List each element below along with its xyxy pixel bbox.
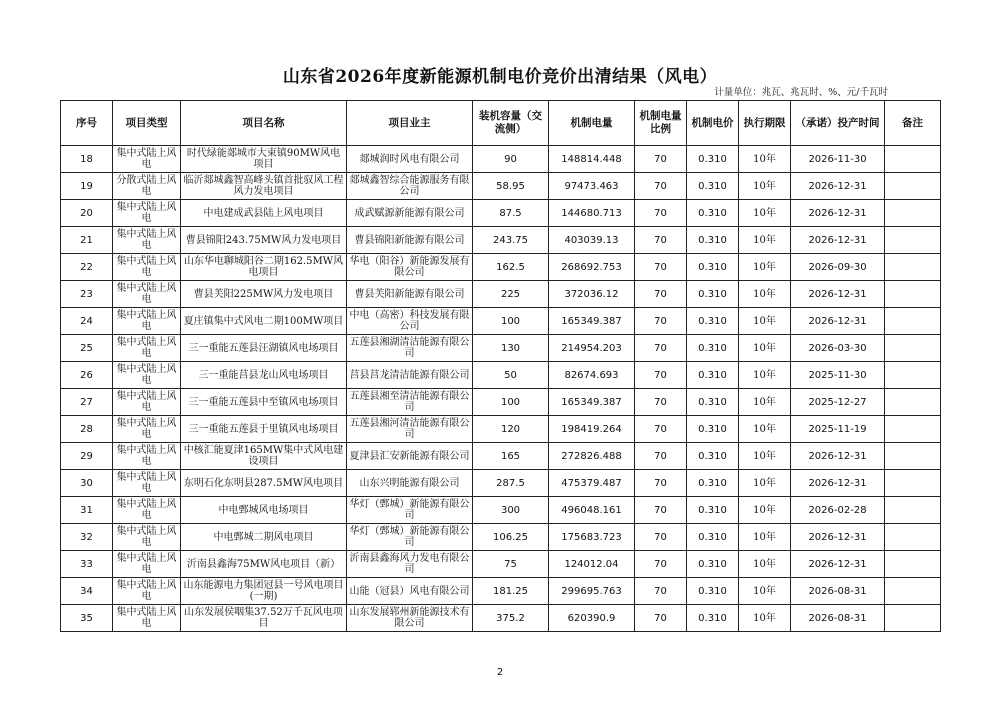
cell-no: 22 bbox=[61, 254, 113, 281]
table-row bbox=[61, 200, 941, 227]
cell-no: 35 bbox=[61, 605, 113, 632]
table-row bbox=[61, 227, 941, 254]
table-row bbox=[61, 173, 941, 200]
cell-capacity: 75 bbox=[473, 551, 549, 578]
cell-term: 10年 bbox=[739, 254, 791, 281]
header-price: 机制电价 bbox=[687, 101, 739, 146]
cell-owner: 华灯（鄄城）新能源有限公司 bbox=[347, 524, 473, 551]
cell-energy: 299695.763 bbox=[549, 578, 635, 605]
table-row bbox=[61, 605, 941, 632]
cell-note bbox=[885, 389, 941, 416]
cell-ratio: 70 bbox=[635, 173, 687, 200]
cell-capacity: 106.25 bbox=[473, 524, 549, 551]
cell-name: 中电鄄城风电场项目 bbox=[181, 497, 347, 524]
cell-term: 10年 bbox=[739, 470, 791, 497]
header-type: 项目类型 bbox=[113, 101, 181, 146]
cell-ratio: 70 bbox=[635, 551, 687, 578]
table-row bbox=[61, 497, 941, 524]
cell-type: 集中式陆上风电 bbox=[113, 524, 181, 551]
cell-note bbox=[885, 578, 941, 605]
cell-name: 东明石化东明县287.5MW风电项目 bbox=[181, 470, 347, 497]
cell-name: 三一重能五莲县汪湖镇风电场项目 bbox=[181, 335, 347, 362]
cell-date: 2026-12-31 bbox=[791, 470, 885, 497]
cell-name: 中电建成武县陆上风电项目 bbox=[181, 200, 347, 227]
cell-name: 中核汇能夏津165MW集中式风电建设项目 bbox=[181, 443, 347, 470]
cell-type: 集中式陆上风电 bbox=[113, 497, 181, 524]
cell-type: 集中式陆上风电 bbox=[113, 389, 181, 416]
cell-name: 沂南县鑫海75MW风电项目（新） bbox=[181, 551, 347, 578]
table-row bbox=[61, 254, 941, 281]
cell-note bbox=[885, 524, 941, 551]
cell-note bbox=[885, 254, 941, 281]
cell-note bbox=[885, 146, 941, 173]
cell-date: 2026-12-31 bbox=[791, 281, 885, 308]
cell-no: 26 bbox=[61, 362, 113, 389]
cell-ratio: 70 bbox=[635, 524, 687, 551]
header-ratio: 机制电量比例 bbox=[635, 101, 687, 146]
cell-owner: 五莲县湘湖清洁能源有限公司 bbox=[347, 335, 473, 362]
cell-term: 10年 bbox=[739, 605, 791, 632]
cell-note bbox=[885, 362, 941, 389]
cell-capacity: 225 bbox=[473, 281, 549, 308]
cell-term: 10年 bbox=[739, 308, 791, 335]
cell-capacity: 287.5 bbox=[473, 470, 549, 497]
cell-note bbox=[885, 551, 941, 578]
cell-name: 山东华电聊城阳谷二期162.5MW风电项目 bbox=[181, 254, 347, 281]
cell-owner: 曹县芙阳新能源有限公司 bbox=[347, 281, 473, 308]
cell-name: 临沂郯城鑫智高峰头镇首批驭风工程风力发电项目 bbox=[181, 173, 347, 200]
cell-energy: 403039.13 bbox=[549, 227, 635, 254]
cell-ratio: 70 bbox=[635, 362, 687, 389]
cell-name: 山东能源电力集团冠县一号风电项目(一期) bbox=[181, 578, 347, 605]
cell-note bbox=[885, 605, 941, 632]
table-row bbox=[61, 146, 941, 173]
cell-type: 集中式陆上风电 bbox=[113, 335, 181, 362]
cell-note bbox=[885, 173, 941, 200]
cell-type: 集中式陆上风电 bbox=[113, 146, 181, 173]
cell-capacity: 100 bbox=[473, 389, 549, 416]
cell-owner: 成武赋源新能源有限公司 bbox=[347, 200, 473, 227]
cell-energy: 144680.713 bbox=[549, 200, 635, 227]
cell-date: 2026-12-31 bbox=[791, 443, 885, 470]
cell-capacity: 87.5 bbox=[473, 200, 549, 227]
cell-price: 0.310 bbox=[687, 416, 739, 443]
table-row bbox=[61, 335, 941, 362]
table-header-row bbox=[61, 101, 941, 146]
cell-price: 0.310 bbox=[687, 173, 739, 200]
cell-term: 10年 bbox=[739, 389, 791, 416]
cell-no: 28 bbox=[61, 416, 113, 443]
cell-capacity: 162.5 bbox=[473, 254, 549, 281]
cell-note bbox=[885, 443, 941, 470]
cell-date: 2026-12-31 bbox=[791, 524, 885, 551]
cell-ratio: 70 bbox=[635, 578, 687, 605]
cell-price: 0.310 bbox=[687, 443, 739, 470]
cell-date: 2026-12-31 bbox=[791, 551, 885, 578]
cell-note bbox=[885, 335, 941, 362]
cell-no: 27 bbox=[61, 389, 113, 416]
cell-no: 23 bbox=[61, 281, 113, 308]
cell-owner: 五莲县湘河清洁能源有限公司 bbox=[347, 416, 473, 443]
results-table bbox=[60, 100, 941, 632]
cell-date: 2026-12-31 bbox=[791, 200, 885, 227]
table-row bbox=[61, 578, 941, 605]
cell-term: 10年 bbox=[739, 173, 791, 200]
cell-term: 10年 bbox=[739, 200, 791, 227]
cell-date: 2025-11-30 bbox=[791, 362, 885, 389]
cell-note bbox=[885, 200, 941, 227]
cell-name: 曹县锦阳243.75MW风力发电项目 bbox=[181, 227, 347, 254]
cell-no: 30 bbox=[61, 470, 113, 497]
cell-owner: 莒县莒龙清洁能源有限公司 bbox=[347, 362, 473, 389]
cell-name: 时代绿能郯城市大束镇90MW风电项目 bbox=[181, 146, 347, 173]
cell-type: 集中式陆上风电 bbox=[113, 470, 181, 497]
cell-owner: 山能（冠县）风电有限公司 bbox=[347, 578, 473, 605]
cell-name: 三一重能五莲县于里镇风电场项目 bbox=[181, 416, 347, 443]
cell-name: 中电鄄城二期风电项目 bbox=[181, 524, 347, 551]
header-owner: 项目业主 bbox=[347, 101, 473, 146]
cell-energy: 175683.723 bbox=[549, 524, 635, 551]
cell-date: 2026-02-28 bbox=[791, 497, 885, 524]
header-energy: 机制电量 bbox=[549, 101, 635, 146]
cell-energy: 620390.9 bbox=[549, 605, 635, 632]
table-row bbox=[61, 524, 941, 551]
cell-owner: 华电（阳谷）新能源发展有限公司 bbox=[347, 254, 473, 281]
cell-term: 10年 bbox=[739, 335, 791, 362]
cell-name: 三一重能莒县龙山风电场项目 bbox=[181, 362, 347, 389]
cell-no: 34 bbox=[61, 578, 113, 605]
cell-ratio: 70 bbox=[635, 281, 687, 308]
cell-energy: 198419.264 bbox=[549, 416, 635, 443]
cell-term: 10年 bbox=[739, 227, 791, 254]
cell-price: 0.310 bbox=[687, 281, 739, 308]
cell-note bbox=[885, 416, 941, 443]
cell-type: 集中式陆上风电 bbox=[113, 551, 181, 578]
cell-no: 24 bbox=[61, 308, 113, 335]
cell-price: 0.310 bbox=[687, 254, 739, 281]
cell-capacity: 300 bbox=[473, 497, 549, 524]
cell-date: 2026-08-31 bbox=[791, 605, 885, 632]
cell-price: 0.310 bbox=[687, 389, 739, 416]
cell-energy: 82674.693 bbox=[549, 362, 635, 389]
cell-price: 0.310 bbox=[687, 605, 739, 632]
table-row bbox=[61, 551, 941, 578]
header-name: 项目名称 bbox=[181, 101, 347, 146]
cell-no: 33 bbox=[61, 551, 113, 578]
cell-note bbox=[885, 308, 941, 335]
cell-term: 10年 bbox=[739, 551, 791, 578]
cell-energy: 372036.12 bbox=[549, 281, 635, 308]
cell-ratio: 70 bbox=[635, 335, 687, 362]
cell-price: 0.310 bbox=[687, 146, 739, 173]
cell-energy: 148814.448 bbox=[549, 146, 635, 173]
cell-price: 0.310 bbox=[687, 524, 739, 551]
cell-energy: 165349.387 bbox=[549, 389, 635, 416]
cell-ratio: 70 bbox=[635, 254, 687, 281]
cell-term: 10年 bbox=[739, 281, 791, 308]
cell-price: 0.310 bbox=[687, 578, 739, 605]
cell-price: 0.310 bbox=[687, 308, 739, 335]
cell-capacity: 90 bbox=[473, 146, 549, 173]
cell-energy: 496048.161 bbox=[549, 497, 635, 524]
cell-capacity: 100 bbox=[473, 308, 549, 335]
cell-name: 曹县芙阳225MW风力发电项目 bbox=[181, 281, 347, 308]
header-capacity: 装机容量（交流侧） bbox=[473, 101, 549, 146]
cell-capacity: 181.25 bbox=[473, 578, 549, 605]
cell-no: 18 bbox=[61, 146, 113, 173]
cell-ratio: 70 bbox=[635, 443, 687, 470]
cell-date: 2026-09-30 bbox=[791, 254, 885, 281]
cell-type: 集中式陆上风电 bbox=[113, 605, 181, 632]
cell-capacity: 243.75 bbox=[473, 227, 549, 254]
cell-date: 2026-03-30 bbox=[791, 335, 885, 362]
cell-ratio: 70 bbox=[635, 227, 687, 254]
cell-term: 10年 bbox=[739, 443, 791, 470]
cell-no: 25 bbox=[61, 335, 113, 362]
cell-price: 0.310 bbox=[687, 470, 739, 497]
cell-energy: 124012.04 bbox=[549, 551, 635, 578]
cell-capacity: 375.2 bbox=[473, 605, 549, 632]
cell-date: 2026-12-31 bbox=[791, 308, 885, 335]
header-note: 备注 bbox=[885, 101, 941, 146]
cell-type: 集中式陆上风电 bbox=[113, 227, 181, 254]
cell-price: 0.310 bbox=[687, 362, 739, 389]
cell-term: 10年 bbox=[739, 578, 791, 605]
cell-name: 山东发展侯咽集37.52万千瓦风电项目 bbox=[181, 605, 347, 632]
cell-type: 集中式陆上风电 bbox=[113, 281, 181, 308]
cell-date: 2025-11-19 bbox=[791, 416, 885, 443]
cell-no: 32 bbox=[61, 524, 113, 551]
table-row bbox=[61, 389, 941, 416]
cell-owner: 沂南县鑫海风力发电有限公司 bbox=[347, 551, 473, 578]
table-body bbox=[61, 146, 941, 632]
cell-owner: 郯城鑫智综合能源服务有限公司 bbox=[347, 173, 473, 200]
table-row bbox=[61, 281, 941, 308]
cell-type: 集中式陆上风电 bbox=[113, 443, 181, 470]
table-row bbox=[61, 416, 941, 443]
table-row bbox=[61, 470, 941, 497]
cell-no: 21 bbox=[61, 227, 113, 254]
table-row bbox=[61, 308, 941, 335]
cell-note bbox=[885, 227, 941, 254]
cell-date: 2026-12-31 bbox=[791, 227, 885, 254]
cell-energy: 97473.463 bbox=[549, 173, 635, 200]
header-term: 执行期限 bbox=[739, 101, 791, 146]
cell-owner: 郯城润时风电有限公司 bbox=[347, 146, 473, 173]
cell-owner: 夏津县汇安新能源有限公司 bbox=[347, 443, 473, 470]
cell-note bbox=[885, 470, 941, 497]
cell-price: 0.310 bbox=[687, 335, 739, 362]
cell-date: 2026-11-30 bbox=[791, 146, 885, 173]
cell-type: 集中式陆上风电 bbox=[113, 308, 181, 335]
cell-type: 集中式陆上风电 bbox=[113, 578, 181, 605]
cell-date: 2026-08-31 bbox=[791, 578, 885, 605]
cell-ratio: 70 bbox=[635, 200, 687, 227]
cell-ratio: 70 bbox=[635, 389, 687, 416]
cell-ratio: 70 bbox=[635, 308, 687, 335]
cell-date: 2025-12-27 bbox=[791, 389, 885, 416]
cell-note bbox=[885, 281, 941, 308]
cell-price: 0.310 bbox=[687, 551, 739, 578]
cell-name: 三一重能五莲县中至镇风电场项目 bbox=[181, 389, 347, 416]
cell-term: 10年 bbox=[739, 524, 791, 551]
cell-price: 0.310 bbox=[687, 200, 739, 227]
cell-term: 10年 bbox=[739, 146, 791, 173]
cell-no: 31 bbox=[61, 497, 113, 524]
cell-term: 10年 bbox=[739, 416, 791, 443]
cell-no: 20 bbox=[61, 200, 113, 227]
cell-ratio: 70 bbox=[635, 605, 687, 632]
cell-owner: 华灯（鄄城）新能源有限公司 bbox=[347, 497, 473, 524]
cell-name: 夏庄镇集中式风电二期100MW项目 bbox=[181, 308, 347, 335]
cell-owner: 曹县锦阳新能源有限公司 bbox=[347, 227, 473, 254]
cell-term: 10年 bbox=[739, 362, 791, 389]
cell-owner: 山东兴明能源有限公司 bbox=[347, 470, 473, 497]
header-no: 序号 bbox=[61, 101, 113, 146]
cell-ratio: 70 bbox=[635, 497, 687, 524]
cell-capacity: 130 bbox=[473, 335, 549, 362]
cell-energy: 268692.753 bbox=[549, 254, 635, 281]
cell-type: 集中式陆上风电 bbox=[113, 416, 181, 443]
cell-type: 集中式陆上风电 bbox=[113, 362, 181, 389]
cell-ratio: 70 bbox=[635, 416, 687, 443]
cell-capacity: 120 bbox=[473, 416, 549, 443]
cell-energy: 475379.487 bbox=[549, 470, 635, 497]
cell-no: 19 bbox=[61, 173, 113, 200]
cell-capacity: 165 bbox=[473, 443, 549, 470]
cell-energy: 272826.488 bbox=[549, 443, 635, 470]
cell-type: 集中式陆上风电 bbox=[113, 200, 181, 227]
cell-type: 分散式陆上风电 bbox=[113, 173, 181, 200]
page-number: 2 bbox=[496, 667, 504, 678]
cell-ratio: 70 bbox=[635, 470, 687, 497]
header-date: （承诺）投产时间 bbox=[791, 101, 885, 146]
cell-energy: 214954.203 bbox=[549, 335, 635, 362]
table-row bbox=[61, 443, 941, 470]
cell-price: 0.310 bbox=[687, 497, 739, 524]
cell-note bbox=[885, 497, 941, 524]
cell-owner: 五莲县湘至清洁能源有限公司 bbox=[347, 389, 473, 416]
cell-date: 2026-12-31 bbox=[791, 173, 885, 200]
table-row bbox=[61, 362, 941, 389]
units-note: 计量单位：兆瓦、兆瓦时、%、元/千瓦时 bbox=[714, 87, 888, 98]
cell-capacity: 58.95 bbox=[473, 173, 549, 200]
cell-owner: 中电（高密）科技发展有限公司 bbox=[347, 308, 473, 335]
cell-price: 0.310 bbox=[687, 227, 739, 254]
cell-term: 10年 bbox=[739, 497, 791, 524]
cell-capacity: 50 bbox=[473, 362, 549, 389]
cell-ratio: 70 bbox=[635, 146, 687, 173]
cell-owner: 山东发展郓州新能源技术有限公司 bbox=[347, 605, 473, 632]
cell-type: 集中式陆上风电 bbox=[113, 254, 181, 281]
cell-no: 29 bbox=[61, 443, 113, 470]
page-title: 山东省2026年度新能源机制电价竞价出清结果（风电） bbox=[282, 67, 718, 87]
cell-energy: 165349.387 bbox=[549, 308, 635, 335]
